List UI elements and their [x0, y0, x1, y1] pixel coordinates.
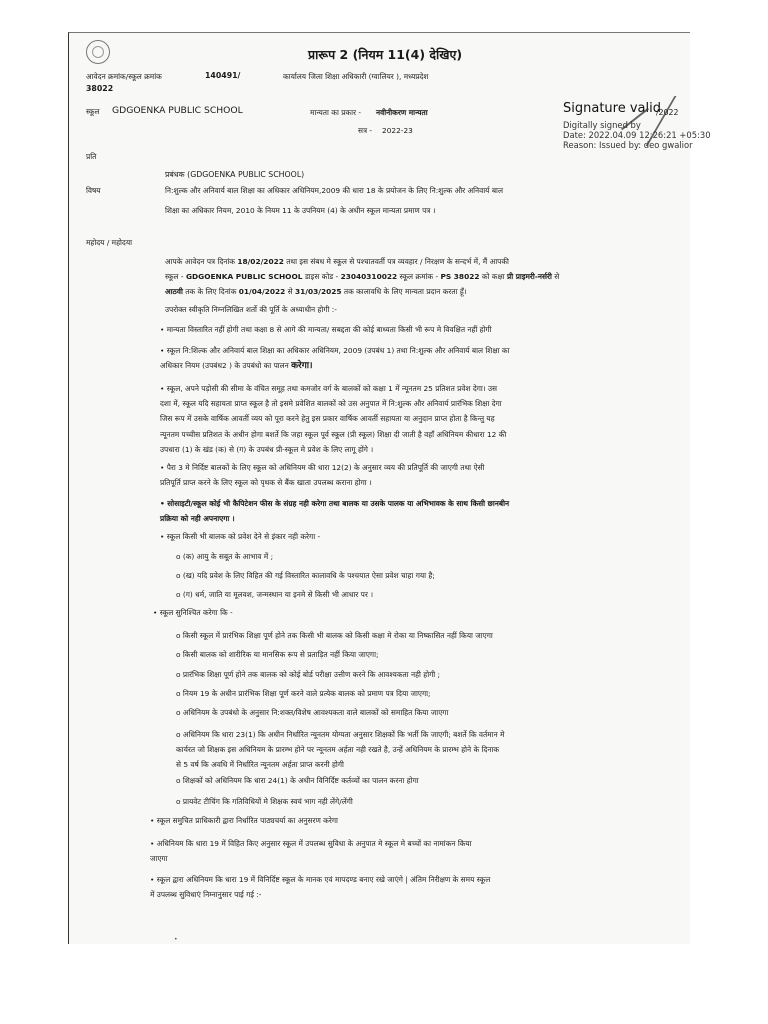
office-name: कार्यालय जिला शिक्षा अधिकारी (ग्वालियर ), मध्यप्रदेश: [283, 72, 429, 81]
condition-7-2: o किसी बालक को शारीरिक या मानसिक रूप से प्रताड़ित नहीं किया जाएगा;: [176, 650, 379, 659]
school-label: स्कूल: [86, 107, 100, 116]
condition-7-7: o शिक्षकों को अधिनियम कि धारा 24(1) के अधीन विनिर्दिष्ट कर्तव्यों का पालन करना होगा: [176, 776, 419, 785]
subject-line-1: नि:शुल्क और अनिवार्य बाल शिक्षा का अधिकार अधिनियम,2009 की धारा 18 के प्रयोजन के लिए नि:शुल्क और अनिवार्य बाल: [165, 186, 503, 195]
condition-2: • स्कूल नि:शिल्क और अनिवार्य बाल शिक्षा का अधिकार अधिनियम, 2009 (उपबंध 1) तथा नि:शुल्क और अनिवार्य बाल शिक्षा का अधिकार नियम (उपबंध2 ) के उपबंधो का पालन करेगा।: [160, 346, 510, 372]
date-partial: /2022: [656, 108, 679, 117]
conditions-intro: उपरोक्त स्वीकृति निम्नलिखित शर्तो की पूर्ति के अध्याधीन होगी :-: [165, 305, 337, 314]
salutation: महोदय / महोदया: [86, 238, 133, 247]
condition-6-a: o (क) आयु के सबूत के आभाव में ;: [176, 552, 274, 561]
condition-7-4: o नियम 19 के अधीन प्रारंभिक शिक्षा पूर्ण करने वाले प्रत्येक बालक को प्रमाण पत्र दिया जाएगा;: [176, 689, 431, 698]
signature-title: Signature valid: [563, 101, 661, 116]
addressee: प्रबंधक (GDGOENKA PUBLIC SCHOOL): [165, 170, 305, 179]
signature-line-1: Digitally signed by: [563, 120, 641, 130]
subject-line-2: शिक्षा का अधिकार नियम, 2010 के नियम 11 के उपनियम (4) के अधीन स्कूल मान्यता प्रमाण पत्र ।: [165, 206, 436, 215]
paragraph-recognition: आपके आवेदन पत्र दिनांक 18/02/2022 तथा इस संबध मे स्कूल से पश्चातवर्ती पत्र व्यवहार / निरक्षण के सन्दर्भ में, मैं आपकी स्कूल - GDGOENKA PUBLIC SCHOOL डाइस कोड - 23040310022 स्कूल क्रमांक - PS 38022 को कक्षा प्री प्राइमरी-नर्सरी से आठवी तक के लिए दिनांक 01/04/2022 से 31/03/2025 तक कालावधि के लिए मान्यता प्रदान करता हूँ।: [165, 257, 560, 297]
condition-6-c: o (ग) धर्म, जाति या मूलवश, जन्मस्थान या इनमे से किसी भी आधार पर ।: [176, 590, 374, 599]
school-name: GDGOENKA PUBLIC SCHOOL: [112, 105, 243, 116]
page-speck: •: [174, 936, 178, 943]
condition-8: • स्कूल समुचित प्राधिकारी द्वारा निर्धारित पाठ्यचर्या का अनुसरण करेगा: [150, 816, 338, 825]
condition-3: • स्कूल, अपने पड़ोसी की सीमा के वंचित समूह तथा कमजोर वर्ग के बालकों को कक्षा 1 में न्यूनतम 25 प्रतिशत प्रवेश देगा। उस दशा में, स्कूल यदि सहायता प्राप्त स्कूल है तो इसमे प्रवेशित बालकों को उस अनुपात में नि:शुल्क और अनिवार्य प्रारंभिक शिक्षा देगा जिस रूप में उसके वार्षिक आवर्ती व्यय को पूरा करने हेतु इस प्रकार वार्षिक आवर्ती सहायता या अनुदान प्राप्त होता है किन्तु यह न्यूनतम पच्चीस प्रतिशत के अधीन होगा बशर्ते कि जहा स्कूल पूर्व स्कूल (प्री स्कूल) शिक्षा दी जाती है वहाँ अधिनियम कीधारा 12 की उपधारा (1) के खंड (क) से (ग) के उपबंध प्री-स्कूल मे प्रवेश के लिए लागू होंगे ।: [160, 384, 507, 454]
condition-7-5: o अधिनियम के उपबंधो के अनुसार नि:शक्त/विशेष आवश्यकता वाले बालकों को समाहित किया जाएगा: [176, 708, 449, 717]
subject-label: विषय: [86, 186, 101, 195]
signature-line-2: Date: 2022.04.09 12:26:21 +05:30: [563, 130, 711, 140]
condition-6-b: o (ख) यदि प्रवेश के लिए विहित की गई विस्तारित कालावधि के पश्चयात ऐसा प्रवेश चाहा गया है;: [176, 571, 435, 580]
session-label: सत्र -: [358, 126, 373, 135]
application-no-cont: 38022: [86, 84, 114, 93]
recognition-type-value: नवीनीकरण मान्यता: [376, 108, 428, 117]
condition-7-6: o अधिनियम कि धारा 23(1) कि अधीन निर्धारित न्यूनतम योग्यता अनुसार शिक्षकों कि भर्ती कि जाएगी; बशर्ते कि वर्तमान मे कार्यरत जो शिक्षक इस अधिनियम के प्रारम्भ होने पर न्यूनतम अर्हता नही रखते है, उन्हें अधिनियम के प्रारम्भ होने के दिनाक से 5 वर्ष कि अवधि में निर्धारित न्यूनतम अर्हता प्राप्त करनी होगी: [176, 730, 505, 770]
condition-7-1: o किसी स्कूल में प्रारंभिक शिक्षा पूर्ण होने तक किसी भी बालक को किसी कक्षा मे रोका या निष्कासित नहीं किया जाएगा: [176, 631, 493, 640]
prati-label: प्रति: [86, 152, 97, 161]
condition-7-8: o प्रायवेट टीचिंग कि गतिविधियों मे शिक्षक स्वयं भाग नही लेंगे/लेंगी: [176, 797, 353, 806]
condition-5: • सोसाइटी/स्कूल कोई भी कैपिटेशन फीस के संग्रह नही करेगा तथा बालक या उसके पालक या अभिभावक के साथ किसी छानबीन प्रक्रिया को नही अपनाएगा ।: [160, 499, 510, 524]
form-title: प्रारूप 2 (नियम 11(4) देखिए): [308, 47, 463, 62]
condition-1: • मान्यता विस्तारित नहीं होगी तथा कक्षा 8 से आगे की मान्यता/ सबद्दता की कोई बाध्यता किसी भी रूप मे विवक्षित नहीं होगी: [160, 325, 492, 334]
application-no-label: आवेदन क्रमांक/स्कूल क्रमांक: [86, 72, 162, 81]
signature-line-3: Reason: Issued by: deo gwalior: [563, 140, 693, 150]
condition-4: • पैरा 3 मे निर्दिष्ट बालकों के लिए स्कूल को अधिनियम की धारा 12(2) के अनुसार व्यय की प्रतिपूर्ति की जाएगी तथा ऐसी प्रतिपूर्ति प्राप्त करने के लिए स्कूल को पृथक से बैंक खाता उपलब्ध कराना होगा ।: [160, 463, 485, 488]
condition-6: • स्कूल किसी भी बालक को प्रवेश देने से इंकार नही करेगा -: [160, 532, 321, 541]
condition-10: • स्कूल द्वारा अधिनियम कि धारा 19 में विनिर्दिष्ट स्कूल के मानक एवं मापदण्ड बनाए रखे जाएंगे | अंतिम निरीक्षण के समय स्कूल में उपलब्ध सुविधाएं निम्नानुसार पाई गई :-: [150, 875, 491, 900]
application-no-value: 140491/: [205, 71, 241, 80]
condition-7: • स्कूल सुनिश्चित करेगा कि -: [153, 608, 233, 617]
session-value: 2022-23: [382, 126, 413, 135]
condition-9: • अधिनियम कि धारा 19 में विहित किए अनुसार स्कूल में उपलब्ध सुविधा के अनुपात मे स्कूल मे बच्चों का नामांकन किया जाएगा: [150, 839, 472, 864]
recognition-type-label: मान्यता का प्रकार -: [310, 108, 362, 117]
condition-7-3: o प्रारंभिक शिक्षा पूर्ण होने तक बालक को कोई बोर्ड परीक्षा उत्तीण करने कि आवश्यकता नही होगी ;: [176, 670, 441, 679]
emblem-icon: [86, 40, 110, 64]
